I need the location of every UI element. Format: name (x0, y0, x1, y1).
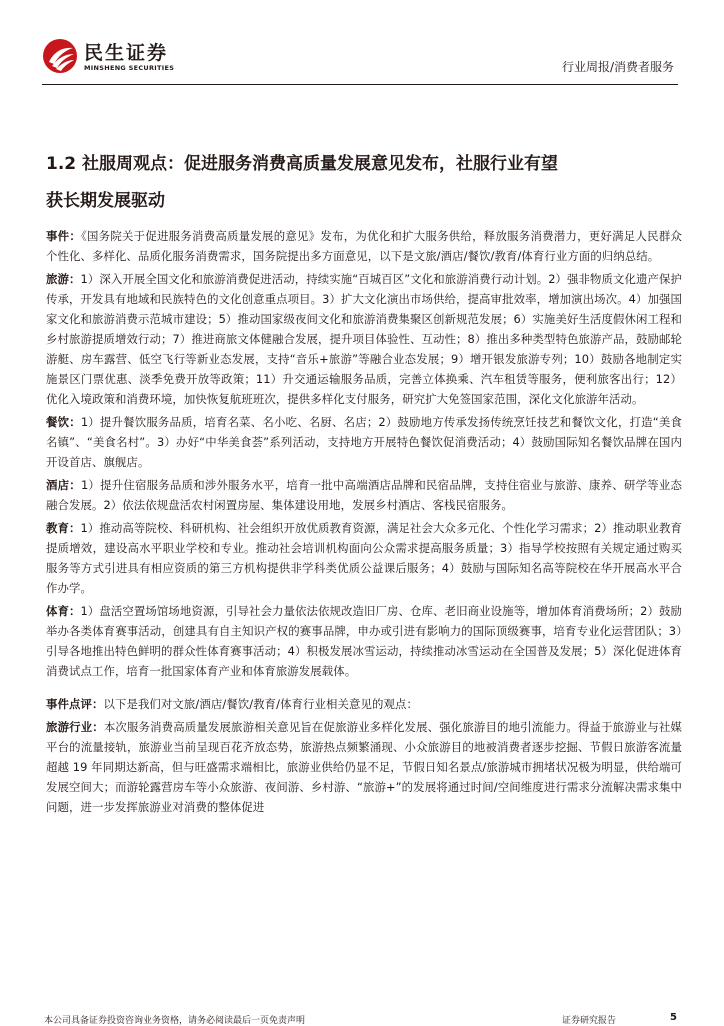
paragraph-education (46, 518, 682, 598)
minsheng-logo (42, 38, 242, 78)
paragraph-comment-intro (46, 694, 682, 714)
paragraph-text: 1）提升住宿服务品质和涉外服务水平，培育一批中高端酒店品牌和民宿品牌，支持住宿业与旅游、康养、研学等业态融合发展。2）依法依规盘活农村闲置房屋、集体建设用地，发展乡村酒店、客栈民宿服务。 (46, 478, 682, 512)
section-title-line2: 获长期发展驱动 (46, 191, 165, 211)
section-title (46, 146, 682, 220)
paragraph-text: 1）提升餐饮服务品质，培育名菜、名小吃、名厨、名店；2）鼓励地方传承发扬传统烹饪技艺和餐饮文化，打造“美食名镇”、“美食名村”。3）办好“中华美食荟”系列活动，支持地方开展特色餐饮促消费活动；4）鼓励国际知名餐饮品牌在国内开设首店、旗舰店。 (46, 415, 682, 469)
paragraph-label: 旅游： (46, 272, 81, 286)
paragraph-text: 1）深入开展全国文化和旅游消费促进活动，持续实施“百城百区”文化和旅游消费行动计划。2）强非物质文化遗产保护传承，开发具有地域和民族特色的文化创意重点项目。3）扩大文化演出市场供给，提高审批效率，增加演出场次。4）加强国家文化和旅游消费示范城市建设；5）推动国家级夜间文化和旅游消费集聚区创新规范发展；6）实施美好生活度假休闲工程和乡村旅游提质增效行动；7）推进商旅文体健融合发展，提升项目体验性、互动性；8）推出多种类型特色旅游产品，鼓励邮轮游艇、房车露营、低空飞行等新业态发展，支持“音乐+旅游”等融合业态发展；9）增开银发旅游专列；10）鼓励各地制定实施景区门票优惠、淡季免费开放等政策；11）升交通运输服务品质，完善立体换乘、汽车租赁等服务，便利旅客出行；12）优化入境政策和消费环境，加快恢复航班班次，提供多样化支付服务，研究扩大免签国家范围，深化文化旅游年活动。 (46, 272, 682, 406)
paragraph-label: 教育： (46, 521, 81, 535)
page-header (0, 0, 724, 92)
logo-english-name: MINSHENG SECURITIES (84, 64, 175, 72)
paragraph-label: 餐饮： (46, 415, 81, 429)
page-number: 5 (670, 1012, 677, 1023)
paragraph-text: 1）推动高等院校、科研机构、社会组织开放优质教育资源，满足社会大众多元化、个性化学习需求；2）推动职业教育提质增效，建设高水平职业学校和专业。推动社会培训机构面向公众需求提高服务质量；3）指导学校按照有关规定通过购买服务等方式引进具有相应资质的第三方机构提供非学科类优质公益课后服务；4）鼓励与国际知名高等院校在华开展高水平合作办学。 (46, 521, 683, 595)
paragraph-text: 1）盘活空置场馆场地资源，引导社会力量依法依规改造旧厂房、仓库、老旧商业设施等，增加体育消费场所；2）鼓励举办各类体育赛事活动，创建具有自主知识产权的赛事品牌，申办或引进有影响力的国际顶级赛事，培育专业化运营团队；3）引导各地推出特色鲜明的群众性体育赛事活动；4）积极发展冰雪运动，持续推动冰雪运动在全国普及发展；5）深化促进体育消费试点工作，培育一批国家体育产业和体育旅游发展载体。 (46, 604, 683, 678)
report-category: 行业周报/消费者服务 (561, 60, 674, 74)
footer-report-type: 证券研究报告 (562, 1016, 617, 1026)
paragraph-event (46, 226, 682, 266)
paragraph-label: 旅游行业： (46, 720, 104, 734)
paragraph-label: 事件： (46, 229, 82, 243)
main-content (46, 146, 682, 820)
paragraph-tourism (46, 269, 682, 409)
paragraph-tourism-industry (46, 717, 682, 817)
paragraph-label: 事件点评： (46, 697, 104, 711)
section-title-line1: 1.2 社服周观点：促进服务消费高质量发展意见发布，社服行业有望 (46, 154, 559, 174)
paragraph-sports (46, 601, 682, 681)
logo-chinese-name: 民生证券 (84, 42, 169, 64)
paragraph-label: 体育： (46, 604, 81, 618)
footer-disclaimer: 本公司具备证券投资咨询业务资格，请务必阅读最后一页免责声明 (44, 1016, 306, 1026)
header-divider (42, 84, 678, 85)
paragraph-text: 本次服务消费高质量发展旅游相关意见旨在促旅游业多样化发展、强化旅游目的地引流能力。得益于旅游业与社媒平台的流量接轨，旅游业当前呈现百花齐放态势，旅游热点频繁涌现、小众旅游目的地被消费者逐步挖掘、节假日旅游客流量超越 19 年同期达新高，但与旺盛需求端相比，旅游业供给仍显不足，节假日知名景点/旅游城市拥堵状况极为明显，供给端可发展空间大；而游轮露营房车等小众旅游、夜间游、乡村游、“旅游+”的发展将通过时间/空间维度进行需求分流解决需求集中问题，进一步发挥旅游业对消费的整体促进 (46, 720, 682, 814)
paragraph-catering (46, 412, 682, 472)
minsheng-logo-icon (42, 38, 78, 74)
paragraph-text: 以下是我们对文旅/酒店/餐饮/教育/体育行业相关意见的观点： (103, 697, 418, 711)
paragraph-hotel (46, 475, 682, 515)
paragraph-text: 《国务院关于促进服务消费高质量发展的意见》发布，为优化和扩大服务供给，释放服务消费潜力，更好满足人民群众个性化、多样化、品质化服务消费需求，国务院提出多方面意见，以下是文旅/酒店/餐饮/教育/体育行业方面的归纳总结。 (46, 229, 682, 263)
paragraph-label: 酒店： (46, 478, 81, 492)
